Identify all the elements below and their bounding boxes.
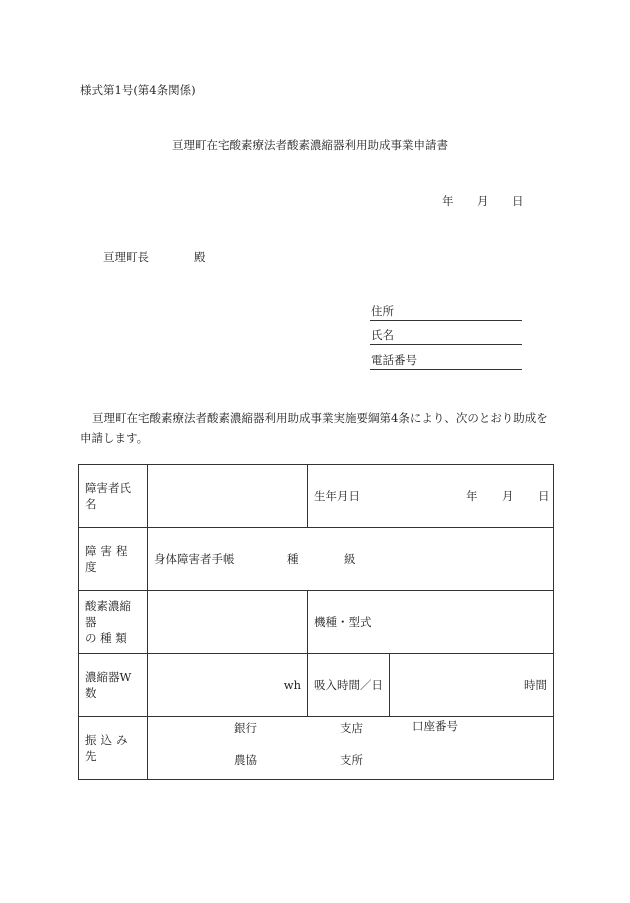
birth-month-label: 月 [502,489,514,503]
birth-day-label: 日 [538,489,550,503]
date-day-label: 日 [512,194,524,208]
disability-grade-unit: 級 [344,552,356,566]
applicant-address-field[interactable] [370,304,522,321]
applicant-name-label: 氏名 [371,328,394,342]
concentrator-type-label-line1: 酸素濃縮器 [85,599,131,629]
wattage-label: 濃縮器W数 [79,654,148,717]
branch-label: 支店 [340,721,363,735]
model-label: 機種・型式 [314,615,372,629]
person-name-label: 障害者氏名 [79,465,148,528]
inhale-time-label: 吸入時間／日 [308,654,390,717]
applicant-phone-label: 電話番号 [371,353,417,367]
table-row-wattage [79,654,554,717]
wattage-unit: wh [283,678,301,692]
addressee-name: 亘理町長 [103,250,149,264]
concentrator-type-label [79,591,148,654]
bank-label: 銀行 [234,721,257,735]
birth-year-label: 年 [466,489,478,503]
date-year-label: 年 [442,194,454,208]
birthdate-cell[interactable] [308,465,554,528]
applicant-name-field[interactable] [370,328,522,345]
applicant-address-label: 住所 [371,304,394,318]
table-row-concentrator [79,591,554,654]
office-label: 支所 [340,753,363,767]
transfer-destination-label: 振込み先 [79,717,148,780]
applicant-phone-field[interactable] [370,353,522,370]
disability-degree-label: 障害程度 [79,528,148,591]
wattage-input[interactable] [148,654,308,717]
disability-type-unit: 種 [287,552,299,566]
person-name-input[interactable] [148,465,308,528]
form-number: 様式第1号(第4条関係) [80,83,196,97]
table-row-person [79,465,554,528]
body-text-line1: 亘理町在宅酸素療法者酸素濃縮器利用助成事業実施要綱第4条により、次のとおり助成を [92,411,548,425]
model-cell[interactable] [308,591,554,654]
inhale-hours-unit: 時間 [524,678,547,692]
body-text-line2: 申請します。 [80,431,149,445]
application-table [78,464,554,780]
date-month-label: 月 [477,194,489,208]
concentrator-type-label-line2: の 種 類 [85,631,127,645]
concentrator-type-input[interactable] [148,591,308,654]
document-title: 亘理町在宅酸素療法者酸素濃縮器利用助成事業申請書 [172,138,448,152]
account-number-label: 口座番号 [412,719,458,733]
transfer-destination-cell[interactable] [148,717,554,780]
disability-booklet-label: 身体障害者手帳 [154,552,235,566]
addressee-honorific: 殿 [194,250,206,264]
birthdate-label: 生年月日 [314,489,360,503]
table-row-transfer [79,717,554,780]
inhale-time-input[interactable] [390,654,554,717]
table-row-disability [79,528,554,591]
agri-coop-label: 農協 [234,753,257,767]
disability-degree-cell[interactable] [148,528,554,591]
